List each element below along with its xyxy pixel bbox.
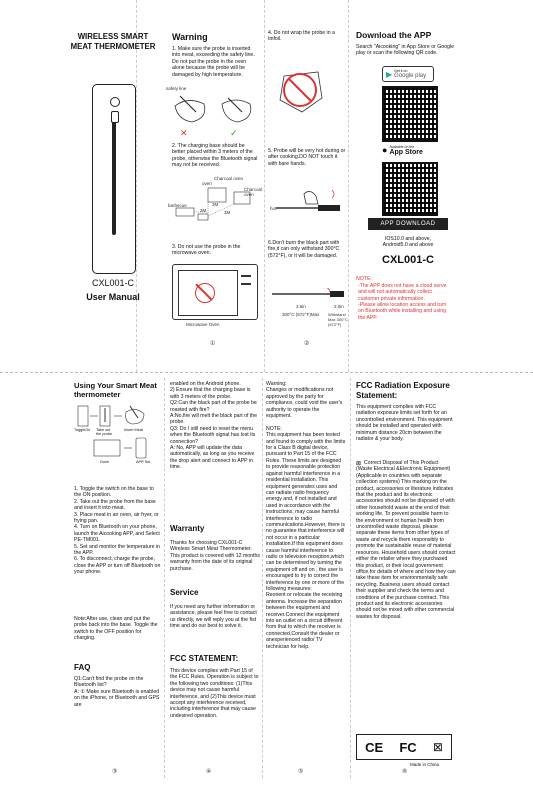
ce-mark-icon: CE	[365, 739, 384, 755]
warning-item-3: 3. Do not use the probe in the microwave oven.	[172, 244, 241, 257]
step-label-done: Done	[100, 460, 110, 464]
app-store-qr-code	[382, 162, 438, 216]
step-label-takeout: Take out the probe	[96, 428, 113, 437]
probe-in-meat-illustration	[170, 92, 260, 126]
column-divider	[350, 378, 351, 778]
badge-label: Google play	[394, 73, 427, 79]
microwave-label: Microwave Oven	[186, 322, 220, 327]
made-in-label: Made in China	[410, 762, 440, 767]
distance-label: 3M	[224, 210, 231, 215]
hot-label: hot	[270, 206, 277, 211]
google-play-badge[interactable]	[382, 66, 434, 82]
safety-line-label: safety line	[166, 86, 187, 91]
fcc-mark-icon: FC	[399, 739, 417, 755]
warning-item-1: 1. Make sure the probe is inserted into meat, exceeding the safety line. Do not put the probe in the oven alone because the probe will be damaged by high temperature.	[172, 46, 255, 78]
fold-line	[0, 372, 533, 373]
tinfoil-illustration	[272, 62, 328, 118]
warranty-title: Warranty	[170, 524, 205, 533]
recycle-bin-icon: ⊠	[432, 740, 443, 754]
faq-continued: enabled on the Android phone. 2) Ensure that the charging base is with 3 meters of the probe. Q2:Can the black part of the probe be roasted with fire? A:No,fire will melt the black part of the probe. Q3: Do I still need to reset the menu when the Bluetooth signal has lost its connection? A: No, APP will update the data automatically, as long as you receive the drop alert and connect to APP in time.	[170, 381, 258, 471]
note-title: NOTE:	[356, 276, 372, 282]
warning-item-2: 2. The charging base should be better placed within 3 meters of the probe, otherwise the Bluetooth signal may not be received.	[172, 143, 258, 169]
weee-text: Correct Disposal of This Product (Waste Electrical &Electronic Equipment) (Applicable in countries with separate collection systems) This marking on the product, accessories or literature indicates that the product and its electronic accessories should not be disposed of with other household waste at the end of their working life. To prevent possible harm to the environment or human health from uncontrolled waste disposal, please separate these items from other types of waste and recycle them responsibly to promote the sustainable reuse of material resources. Household users should contact either the retailer where they purchased this product, or their local government office,for details of where and how they can take these item for environmentally safe recycling. Business users should contact their supplier and check the terms and conditions of the purchase contract. This product and its electronic accessories should not be mixed with other commercial wastes for disposal.	[356, 460, 456, 620]
page-number: ②	[304, 341, 310, 347]
fcc-radiation-title: FCC Radiation Exposure Statement:	[356, 381, 450, 400]
os-requirement: Android5.0 and above	[382, 242, 434, 248]
warning-title: Warning	[172, 32, 208, 42]
microwave-illustration	[172, 264, 258, 320]
app-download-button[interactable]: APP DOWNLOAD	[368, 218, 448, 230]
play-icon: ▶	[386, 69, 393, 79]
page-number: ③	[112, 769, 118, 775]
column-divider	[264, 0, 265, 372]
faq-title: FAQ	[74, 663, 91, 672]
column-divider	[164, 378, 165, 778]
google-play-qr-code	[382, 86, 438, 142]
step-label-appset: APP Set	[136, 460, 151, 464]
usage-note: Note:After use, clean and put the probe back into the base. Toggle the switch to the OFF position for charging.	[74, 616, 158, 642]
wrong-mark-icon: ✕	[180, 128, 188, 138]
correct-mark-icon: ✓	[230, 128, 238, 138]
probe-charger-illustration	[92, 84, 136, 274]
service-text: If you need any further information or assistance, please feel free to contact us directly, we will reply you at the fist time and do our best to solve it.	[170, 604, 257, 630]
warning-item-6: 6.Don't burn the black part with fire,it can only withstand 300°C (572°F), or it will be damaged.	[268, 240, 340, 259]
page-number: ⑤	[298, 769, 304, 775]
warning-item-5: 5. Probe will be very hot during or after cooking.DO NOT touch it with bare hands.	[268, 148, 346, 167]
os-requirement: IOS10.0 and above,	[384, 236, 432, 242]
certification-marks	[356, 734, 452, 760]
page-number: ①	[210, 341, 216, 347]
faq-question-1: Q1:Can't find the probe on the Bluetooth list?	[74, 676, 144, 689]
warning-item-4: 4. Do not wrap the probe in a tinfoil.	[268, 30, 335, 43]
page-number: ⑥	[402, 769, 408, 775]
oven-label: oven	[202, 181, 212, 186]
page-number: ④	[206, 769, 212, 775]
note-text: -The APP does not have a cloud serve and will not automatically collect customer private information.	[358, 283, 447, 302]
faq-answer-1: A: ① Make sure Bluetooth is enabled on the iPhone, or Bluetooth and GPS are	[74, 689, 160, 708]
barbecue-label: barbecue	[168, 203, 187, 208]
temp-label: Withstand Max 300°C (572°F)	[328, 312, 348, 327]
fcc-statement-title: FCC STATEMENT:	[170, 654, 239, 663]
note-text: -Please allow location access and turn on Bluetooth while installing and using the APP.	[358, 302, 447, 321]
step-label-insert: Insert Meat	[124, 428, 143, 432]
hot-probe-illustration	[274, 188, 346, 214]
column-divider	[136, 0, 137, 372]
warranty-text: Thanks for choosing CXL001-C Wireless Smart Meat Thermometer. This product is covered with 12 months warranty from the date of its original purchase.	[170, 540, 260, 572]
usage-steps: 1. Toggle the switch on the base to the ON position. 2. Take out the probe from the base and insert it into meat. 3. Place meat in an oven, air fryer, or frying pan. 4. Turn on Bluetooth on your phone, launch the Aicooking APP, and Select PE-TM001. 5. Set and monitor the temperature in the APP. 6. To disconnect, charge the probe, close the APP or turn off Bluetooth on your phone.	[74, 486, 161, 576]
cover-title: WIRELESS SMART MEAT THERMOMETER	[70, 32, 156, 51]
fcc-notice-text: Warning: Changes or modifications not approved by the party for compliance, could void the user's authority to operate the equipment. NOTE: This equipment has been tested and found to comply with the limits for a Class B digital device, pursuant to Part 15 of the FCC Rules. These limits are designed to provide reasonable protection against harmful interference in a residential installation. This equipment generates uses and can radiate radio frequency energy and, if not installed and used in accordance with the instructions, may cause harmful interference to radio communications.However, there is no guarantee that interference will not occur in a particular installation.If this equipment does cause harmful interference to radio or television reception,which can be determined by turning the equipment off and on , the user is encouraged to try to correct the interference by one or more of the following measures: Reorient or relocate the receiving antenna. Increase the separation between the equipment and receiver.Connect the equipment into an outlet on a circuit different from that to which the receiver is connected.Consult the dealer or anexperienced radio/ TV technician for help.	[266, 381, 346, 650]
distance-label: 3M	[212, 202, 219, 207]
download-text: Search "Aicooking" in App Store or Google play or scan the following QR code.	[356, 44, 454, 57]
step-label-toggle: ToggleOn	[74, 428, 91, 432]
length-label: 2.0in	[334, 304, 344, 309]
using-title: Using Your Smart Meat thermometer	[74, 381, 157, 399]
charcoal-oven-label-2: Charcoal oven	[244, 187, 263, 197]
fcc-statement-text: This device complies with Part 15 of the FCC Rules. Operation is subject to the following two conditions: (1)This device may not cause harmful interference, and (2)This device must accept any interference received, including interference that may cause undesired operation.	[170, 668, 259, 719]
usage-steps-illustration	[74, 404, 162, 466]
badge-caption: Get it on	[394, 69, 408, 73]
download-model: CXL001-C	[382, 254, 434, 266]
app-store-badge[interactable]	[378, 142, 436, 158]
charcoal-oven-label: Charcoal oven	[214, 176, 244, 181]
cover-subtitle: User Manual	[86, 292, 140, 302]
wheelie-bin-icon: ⊠	[356, 461, 362, 467]
download-title: Download the APP	[356, 30, 432, 40]
service-title: Service	[170, 588, 199, 597]
fcc-radiation-text: This equipment complies with FCC radiation exposure limits set forth for an uncontrolled environment. This equipment should be installed and operated with minimum distance 20cm between the radiator & your body.	[356, 404, 453, 443]
badge-caption: Available on the	[389, 145, 415, 149]
length-label: 3.6in	[296, 304, 306, 309]
cover-model: CXL001-C	[91, 278, 135, 288]
distance-label: 3M	[200, 208, 207, 213]
temp-label: 300°C (572°F)Max	[282, 312, 320, 317]
column-divider	[262, 378, 263, 778]
apple-icon: ●	[382, 145, 388, 155]
badge-label: App Store	[389, 149, 423, 156]
